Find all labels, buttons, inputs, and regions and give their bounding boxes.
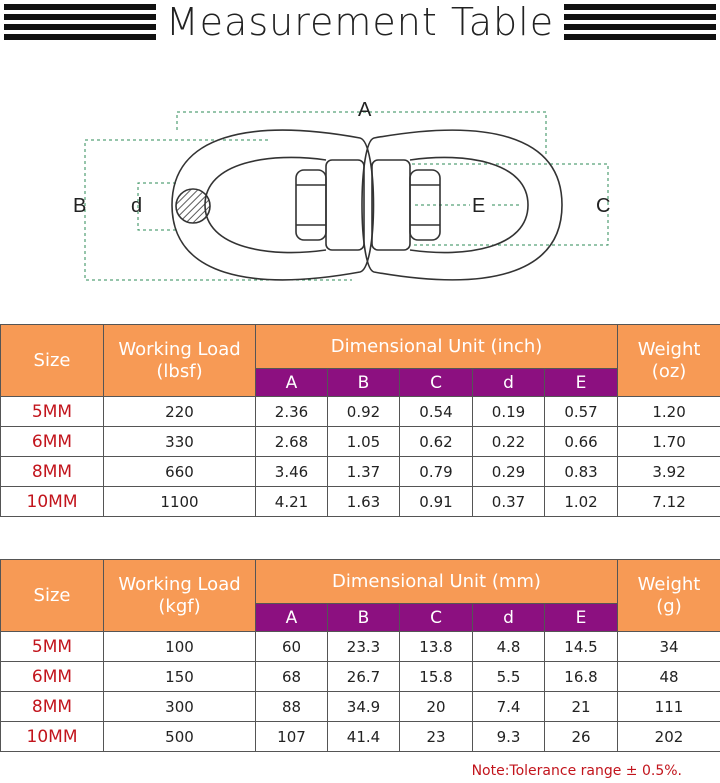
col-e: E xyxy=(545,369,618,397)
table-row xyxy=(1,427,720,457)
size-cell: 8MM xyxy=(1,692,104,722)
col-d: d xyxy=(473,604,545,632)
table-row xyxy=(1,457,720,487)
a-cell: 88 xyxy=(256,692,328,722)
weight-cell: 202 xyxy=(618,722,720,752)
d-cell: 0.37 xyxy=(473,487,545,517)
c-cell: 20 xyxy=(400,692,473,722)
label-d: d xyxy=(131,195,143,217)
dimensional-unit-header: Dimensional Unit (inch) xyxy=(256,325,618,369)
col-a: A xyxy=(256,604,328,632)
weight-header: Weight (g) xyxy=(618,560,720,632)
swivel-diagram xyxy=(0,90,720,290)
size-cell: 10MM xyxy=(1,487,104,517)
weight-cell: 1.70 xyxy=(618,427,720,457)
e-cell: 0.57 xyxy=(545,397,618,427)
col-c: C xyxy=(400,604,473,632)
col-d: d xyxy=(473,369,545,397)
weight-cell: 48 xyxy=(618,662,720,692)
b-cell: 23.3 xyxy=(328,632,400,662)
label-e: E xyxy=(472,195,486,217)
d-cell: 0.19 xyxy=(473,397,545,427)
b-cell: 41.4 xyxy=(328,722,400,752)
load-cell: 300 xyxy=(104,692,256,722)
a-cell: 4.21 xyxy=(256,487,328,517)
tolerance-note: Note:Tolerance range ± 0.5%. xyxy=(471,763,682,779)
c-cell: 15.8 xyxy=(400,662,473,692)
label-c: C xyxy=(596,195,611,217)
b-cell: 1.05 xyxy=(328,427,400,457)
col-b: B xyxy=(328,369,400,397)
label-b: B xyxy=(73,195,87,217)
page-title: Measurement Table xyxy=(165,0,555,44)
e-cell: 0.83 xyxy=(545,457,618,487)
table-row xyxy=(1,722,720,752)
c-cell: 13.8 xyxy=(400,632,473,662)
col-e: E xyxy=(545,604,618,632)
table-row xyxy=(1,632,720,662)
weight-cell: 34 xyxy=(618,632,720,662)
b-cell: 0.92 xyxy=(328,397,400,427)
weight-cell: 1.20 xyxy=(618,397,720,427)
e-cell: 21 xyxy=(545,692,618,722)
size-cell: 5MM xyxy=(1,632,104,662)
size-header: Size xyxy=(1,560,104,632)
e-cell: 26 xyxy=(545,722,618,752)
b-cell: 34.9 xyxy=(328,692,400,722)
d-cell: 7.4 xyxy=(473,692,545,722)
e-cell: 0.66 xyxy=(545,427,618,457)
d-cell: 0.29 xyxy=(473,457,545,487)
load-cell: 220 xyxy=(104,397,256,427)
b-cell: 1.63 xyxy=(328,487,400,517)
c-cell: 0.91 xyxy=(400,487,473,517)
table-row xyxy=(1,397,720,427)
c-cell: 0.79 xyxy=(400,457,473,487)
label-a: A xyxy=(358,99,372,121)
load-cell: 150 xyxy=(104,662,256,692)
size-cell: 6MM xyxy=(1,662,104,692)
c-cell: 0.62 xyxy=(400,427,473,457)
weight-cell: 3.92 xyxy=(618,457,720,487)
size-cell: 6MM xyxy=(1,427,104,457)
a-cell: 2.36 xyxy=(256,397,328,427)
a-cell: 2.68 xyxy=(256,427,328,457)
size-header: Size xyxy=(1,325,104,397)
b-cell: 1.37 xyxy=(328,457,400,487)
size-cell: 10MM xyxy=(1,722,104,752)
d-cell: 4.8 xyxy=(473,632,545,662)
size-cell: 8MM xyxy=(1,457,104,487)
size-cell: 5MM xyxy=(1,397,104,427)
left-title-bars xyxy=(4,4,156,40)
spec-table-inch xyxy=(0,324,720,517)
e-cell: 16.8 xyxy=(545,662,618,692)
load-cell: 330 xyxy=(104,427,256,457)
a-cell: 3.46 xyxy=(256,457,328,487)
table-row xyxy=(1,662,720,692)
b-cell: 26.7 xyxy=(328,662,400,692)
col-c: C xyxy=(400,369,473,397)
a-cell: 107 xyxy=(256,722,328,752)
load-cell: 1100 xyxy=(104,487,256,517)
weight-cell: 111 xyxy=(618,692,720,722)
d-cell: 0.22 xyxy=(473,427,545,457)
right-title-bars xyxy=(564,4,716,40)
d-cell: 5.5 xyxy=(473,662,545,692)
col-a: A xyxy=(256,369,328,397)
load-cell: 100 xyxy=(104,632,256,662)
load-cell: 500 xyxy=(104,722,256,752)
dimensional-unit-header: Dimensional Unit (mm) xyxy=(256,560,618,604)
a-cell: 60 xyxy=(256,632,328,662)
col-b: B xyxy=(328,604,400,632)
e-cell: 1.02 xyxy=(545,487,618,517)
a-cell: 68 xyxy=(256,662,328,692)
spec-table-mm xyxy=(0,559,720,752)
weight-cell: 7.12 xyxy=(618,487,720,517)
d-cell: 9.3 xyxy=(473,722,545,752)
table-row xyxy=(1,692,720,722)
weight-header: Weight (oz) xyxy=(618,325,720,397)
c-cell: 23 xyxy=(400,722,473,752)
working-load-header: Working Load (lbsf) xyxy=(104,325,256,397)
e-cell: 14.5 xyxy=(545,632,618,662)
c-cell: 0.54 xyxy=(400,397,473,427)
cross-section-circle xyxy=(176,189,210,223)
load-cell: 660 xyxy=(104,457,256,487)
table-row xyxy=(1,487,720,517)
working-load-header: Working Load (kgf) xyxy=(104,560,256,632)
